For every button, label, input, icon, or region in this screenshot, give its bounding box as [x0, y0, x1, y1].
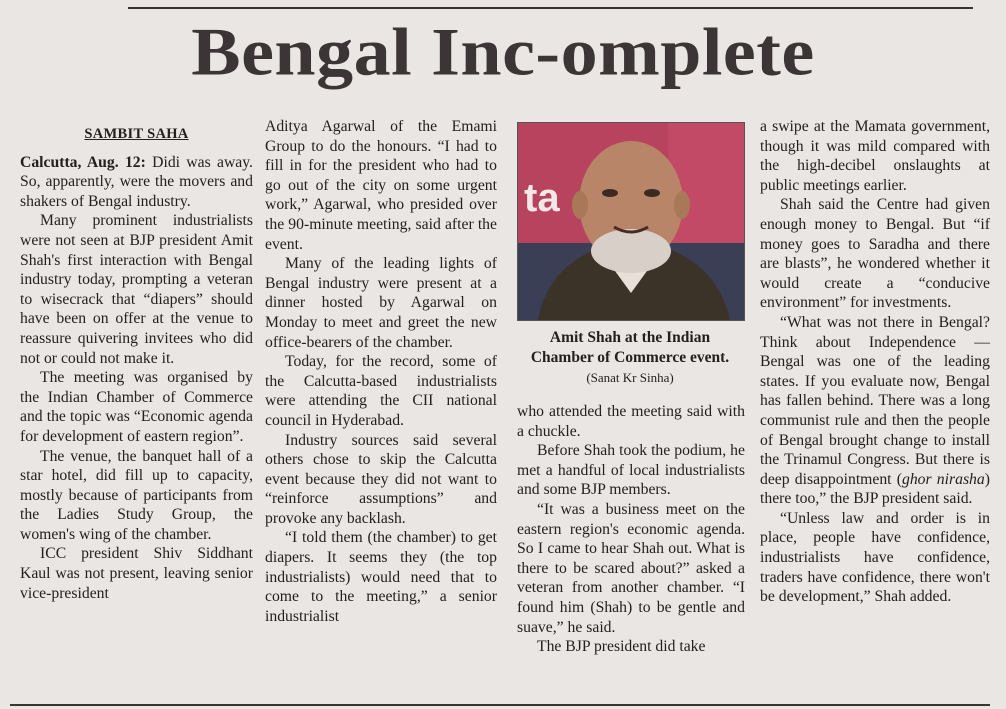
paragraph: “Unless law and order is in place, people have confidence, industrialists have confidence, traders have confidence, there won't be development,” Shah added.	[760, 509, 990, 606]
top-rule	[128, 7, 973, 9]
article-column-3	[517, 402, 745, 657]
paragraph: Aditya Agarwal of the Emami Group to do the honours. “I had to fill in for the president who had to go out of the city on some urgent work,” Agarwal, who presided over the 90-minute meeting, said after the event.	[265, 118, 497, 253]
paragraph	[760, 313, 990, 509]
paragraph: Many prominent industrialists were not seen at BJP president Amit Shah's first interaction with Bengal industry today, prompting a veteran to wisecrack that “diapers” should have been on offer at the venue to reassure quivering invitees who did not or could not make it.	[20, 212, 253, 367]
paragraph: The BJP president did take	[537, 638, 706, 656]
paragraph	[20, 153, 253, 212]
paragraph-text: Didi was away. So, apparently, were the movers and shakers of Bengal industry.	[20, 153, 253, 210]
paragraph: “I told them (the chamber) to get diapers. It seems they (the top industrialists) would need that to come to the meeting,” a senior industrialist	[265, 529, 497, 625]
news-photo	[517, 122, 745, 321]
paragraph: Many of the leading lights of Bengal industry were present at a dinner hosted by Agarwal on Monday to meet and greet the new office-bearers of the chamber.	[265, 255, 497, 351]
paragraph: The meeting was organised by the Indian Chamber of Commerce and the topic was “Economic agenda for development of eastern region”.	[20, 369, 253, 445]
photo-caption	[517, 328, 743, 388]
paragraph: Industry sources said several others chose to skip the Calcutta event because they did not want to “reinforce assumptions” and provoke any backlash.	[265, 431, 497, 527]
photo-credit: (Sanat Kr Sinha)	[586, 370, 674, 385]
paragraph: The venue, the banquet hall of a star hotel, did fill up to capacity, mostly because of participants from the Ladies Study Group, the women's wing of the chamber.	[20, 447, 253, 543]
portrait-illustration	[518, 123, 744, 320]
paragraph: who attended the meeting said with a chuckle.	[517, 403, 745, 440]
paragraph: Shah said the Centre had given enough money to Bengal. But “if money goes to Saradha and there are blasts”, he wondered whether it would create a “conducive environment” for investments.	[760, 196, 990, 312]
backdrop-text: ta	[524, 176, 560, 220]
bottom-rule	[10, 704, 990, 706]
dateline: Calcutta, Aug. 12:	[20, 153, 146, 171]
article-column-1	[20, 120, 253, 603]
paragraph: a swipe at the Mamata government, though it was mild compared with the high-decibel onslaughts at public meetings earlier.	[760, 118, 990, 194]
article-column-2	[265, 117, 497, 626]
paragraph: Today, for the record, some of the Calcutta-based industrialists were attending the CII national council in Hyderabad.	[265, 353, 497, 429]
paragraph: “It was a business meet on the eastern region's economic agenda. So I came to hear Shah out. What is there to be scared about?” asked a veteran from another chamber. “I found him (Shah) to be gentle and suave,” he said.	[517, 500, 745, 636]
caption-text: Amit Shah at the Indian Chamber of Commerce event.	[530, 329, 730, 366]
byline: SAMBIT SAHA	[84, 126, 189, 142]
italic-phrase: ghor nirasha	[901, 470, 985, 488]
paragraph: ICC president Shiv Siddhant Kaul was not present, leaving senior vice-president	[20, 545, 253, 602]
paragraph: Before Shah took the podium, he met a handful of local industrialists and some BJP members.	[517, 442, 745, 499]
headline: Bengal Inc-omplete	[191, 14, 815, 91]
paragraph-text: “What was not there in Bengal? Think about Independence — Bengal was one of the leading states. If you evaluate now, Bengal has fallen behind. There was a long communist rule and then the people of Bengal brought change to install the Trinamul Congress. But there is deep disappointment (	[760, 313, 990, 488]
paragraph-text: ) there too,” the BJP president said.	[760, 470, 990, 508]
article-column-4	[760, 117, 990, 607]
